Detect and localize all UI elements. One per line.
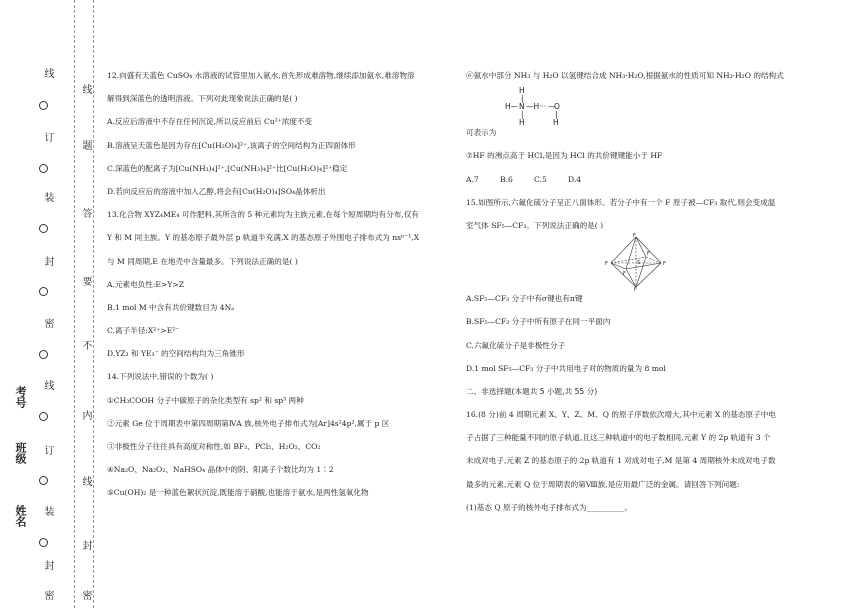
q15-option-d: D.1 mol SF₅—CF₃ 分子中共用电子对的物质的量为 8 mol xyxy=(466,363,666,373)
name-label: 姓名 xyxy=(14,505,27,527)
binding-hole xyxy=(39,476,48,485)
right-column xyxy=(466,64,826,519)
bond-h-o: — xyxy=(548,102,556,112)
mark-ding: 订 xyxy=(42,132,53,142)
section-two-heading: 二、非选择题(本题共 5 小题,共 55 分) xyxy=(466,386,598,396)
f-label: F xyxy=(663,261,666,268)
q16-stem-cont2: 未成对电子,元素 Z 的基态原子的 2p 轨道有 1 对成对电子,M 是第 4 周期核外未成对电子数 xyxy=(466,456,776,466)
mark-mi: 密 xyxy=(42,318,53,328)
exam-number-label: 考号 xyxy=(14,386,27,408)
mark-feng-2: 封 xyxy=(42,560,53,570)
f-label: F xyxy=(623,271,626,278)
atom-h-top: H xyxy=(519,86,525,96)
binding-hole xyxy=(39,101,48,110)
sf6-octahedron-figure xyxy=(466,233,826,292)
q12-option-c: C.深蓝色的配离子为[Cu(NH₃)₄]²⁺,[Cu(NH₃)₄]²⁺比[Cu(H₂O)₄]²⁺稳定 xyxy=(107,163,348,173)
q13-stem-cont: Y 和 M 同主族。Y 的基态原子最外层 p 轨道半充满,X 的基态原子外围电子排布式为 nsⁿ⁻¹,X xyxy=(107,233,420,243)
mark-zhuang-2: 装 xyxy=(42,506,53,516)
atom-n: N xyxy=(519,102,525,112)
bond-vertical-lower: | xyxy=(521,110,524,120)
q16-stem-cont: 子占据了三种能量不同的原子轨道,且这三种轨道中的电子数相同,元素 Y 的 2p 轨道有 3 个 xyxy=(466,433,771,443)
q14-options xyxy=(466,168,826,191)
f-label: F xyxy=(634,287,637,292)
outer-mark: 不 xyxy=(80,340,91,350)
q14-item-3: ③非极性分子往往具有高度对称性,如 BF₃、PCl₅、H₂O₂、CO₂ xyxy=(107,442,321,451)
class-label: 班级 xyxy=(14,442,27,464)
outer-mark: 密 xyxy=(80,590,91,600)
q13-stem-cont2: 与 M 同周期,E 在地壳中含量最多。下列说法正确的是( ) xyxy=(107,256,298,266)
q14-option-b: B.6 xyxy=(500,174,513,184)
q13-option-a: A.元素电负性:E>Y>Z xyxy=(107,279,184,289)
q14-stem: 14.下列说法中,错误的个数为( ) xyxy=(107,372,214,382)
q16-stem: 16.(8 分)前 4 周期元素 X、Y、Z、M、Q 的原子序数依次增大,其中元素 X 的基态原子中电 xyxy=(466,410,776,420)
q13-option-d: D.YZ₃ 和 YE₃⁻ 的空间结构均为三角锥形 xyxy=(107,349,245,359)
atom-o: O xyxy=(554,102,560,112)
q14-option-c: C.5 xyxy=(534,174,547,184)
q13-stem: 13.化合物 XYZ₄ME₄ 可作肥料,其所含的 5 种元素均为主族元素,在每个短周期均有分布,仅有 xyxy=(107,210,419,220)
q12-stem-cont: 解得到深蓝色的透明溶液。下列对此现象说法正确的是( ) xyxy=(107,94,298,104)
q15-option-b: B.SF₅—CF₃ 分子中所有原子在同一平面内 xyxy=(466,317,611,327)
binding-hole xyxy=(39,287,48,296)
q15-option-c: C.六氟化硫分子是非极性分子 xyxy=(466,340,566,350)
q15-stem: 15.如图所示,六氟化硫分子呈正八面体形。若分子中有一个 F 原子被—CF₃ 取代,则会变成温 xyxy=(466,197,776,207)
outer-mark: 答 xyxy=(80,208,91,218)
q14-item-1: ①CH₃COOH 分子中碳原子的杂化类型有 sp² 和 sp³ 两种 xyxy=(107,395,304,405)
atom-h-bottom-o: H xyxy=(553,118,559,128)
mark-feng: 封 xyxy=(42,256,53,266)
q14-item-4: ④Na₂O、Na₂O₂、NaHSO₄ 晶体中的阴、阳离子个数比均为 1∶2 xyxy=(107,465,334,475)
q14-item-6-cont: 可表示为 xyxy=(466,128,497,138)
binding-line-inner xyxy=(93,0,94,608)
f-label: F xyxy=(605,261,608,268)
q12-option-a: A.反应后溶液中不存在任何沉淀,所以反应前后 Cu²⁺浓度不变 xyxy=(107,117,313,127)
q12-option-d: D.若向反应后的溶液中加入乙醇,将会有[Cu(H₂O)₄]SO₄晶体析出 xyxy=(107,186,326,196)
q16-stem-cont3: 最多的元素,元素 Q 位于周期表的第Ⅷ族,是应用最广泛的金属。请回答下列问题: xyxy=(466,479,740,489)
q14-item-5: ⑤Cu(OH)₂ 是一种蓝色絮状沉淀,既能溶于硝酸,也能溶于氨水,是两性氢氧化物 xyxy=(107,488,369,498)
s-label: S xyxy=(637,260,641,267)
outer-mark: 线 xyxy=(80,476,91,486)
outer-mark: 要 xyxy=(80,276,91,286)
binding-hole xyxy=(39,224,48,233)
binding-hole xyxy=(39,412,48,421)
structural-formula xyxy=(466,86,826,128)
octahedron-svg xyxy=(601,233,671,291)
mark-xian: 线 xyxy=(42,68,53,78)
outer-mark: 内 xyxy=(80,410,91,420)
mark-mi-2: 密 xyxy=(42,590,53,600)
q13-option-c: C.离子半径:X²⁺>E²⁻ xyxy=(107,326,180,336)
outer-mark: 线 xyxy=(80,84,91,94)
q14-option-d: D.4 xyxy=(568,174,582,184)
q15-stem-cont: 室气体 SF₅—CF₃。下列说法正确的是( ) xyxy=(466,220,604,230)
f-label: F xyxy=(647,251,650,258)
atom-h-bottom: H xyxy=(519,118,525,128)
q12-stem: 12.向盛有天蓝色 CuSO₄ 水溶液的试管里加入氨水,首先形成难溶物,继续添加氨水,难溶物溶 xyxy=(107,71,415,80)
q14-item-2: ②元素 Ge 位于周期表中第四周期第ⅣA 族,核外电子排布式为[Ar]4s²4p²,属于 p 区 xyxy=(107,418,390,428)
q16-part-1: (1)基态 Q 原子的核外电子排布式为__________。 xyxy=(466,502,633,512)
hydrogen-bond: —H··· xyxy=(526,102,547,112)
binding-line-outer xyxy=(74,0,75,608)
binding-hole xyxy=(39,164,48,173)
q13-option-b: B.1 mol M 中含有共价键数目为 4Nₐ xyxy=(107,302,235,312)
outer-mark: 题 xyxy=(80,140,91,150)
bond-vertical-o: | xyxy=(555,110,558,120)
q14-item-6: ⑥氨水中部分 NH₃ 与 H₂O 以氢键结合成 NH₃·H₂O,根据氨水的性质可知 NH₃·H₂O 的结构式 xyxy=(466,71,784,80)
left-column xyxy=(107,64,452,505)
mark-zhuang: 装 xyxy=(42,192,53,202)
atom-h-left: H— xyxy=(505,102,519,112)
binding-margin xyxy=(0,0,100,608)
f-label: F xyxy=(633,233,636,240)
binding-hole xyxy=(39,350,48,359)
outer-mark: 封 xyxy=(80,540,91,550)
q14-option-a: A.7 xyxy=(466,174,479,184)
q14-item-7: ⑦HF 的沸点高于 HCl,是因为 HCl 的共价键键能小于 HF xyxy=(466,151,663,161)
mark-ding-2: 订 xyxy=(42,445,53,455)
bond-vertical: | xyxy=(521,94,524,104)
mark-xian-2: 线 xyxy=(42,380,53,390)
q12-option-b: B.溶液呈天蓝色是因为存在[Cu(H₂O)₄]²⁺,该离子的空间结构为正四面体形 xyxy=(107,140,356,150)
q15-option-a: A.SF₅—CF₃ 分子中有σ键也有π键 xyxy=(466,294,583,304)
binding-hole xyxy=(39,538,48,547)
